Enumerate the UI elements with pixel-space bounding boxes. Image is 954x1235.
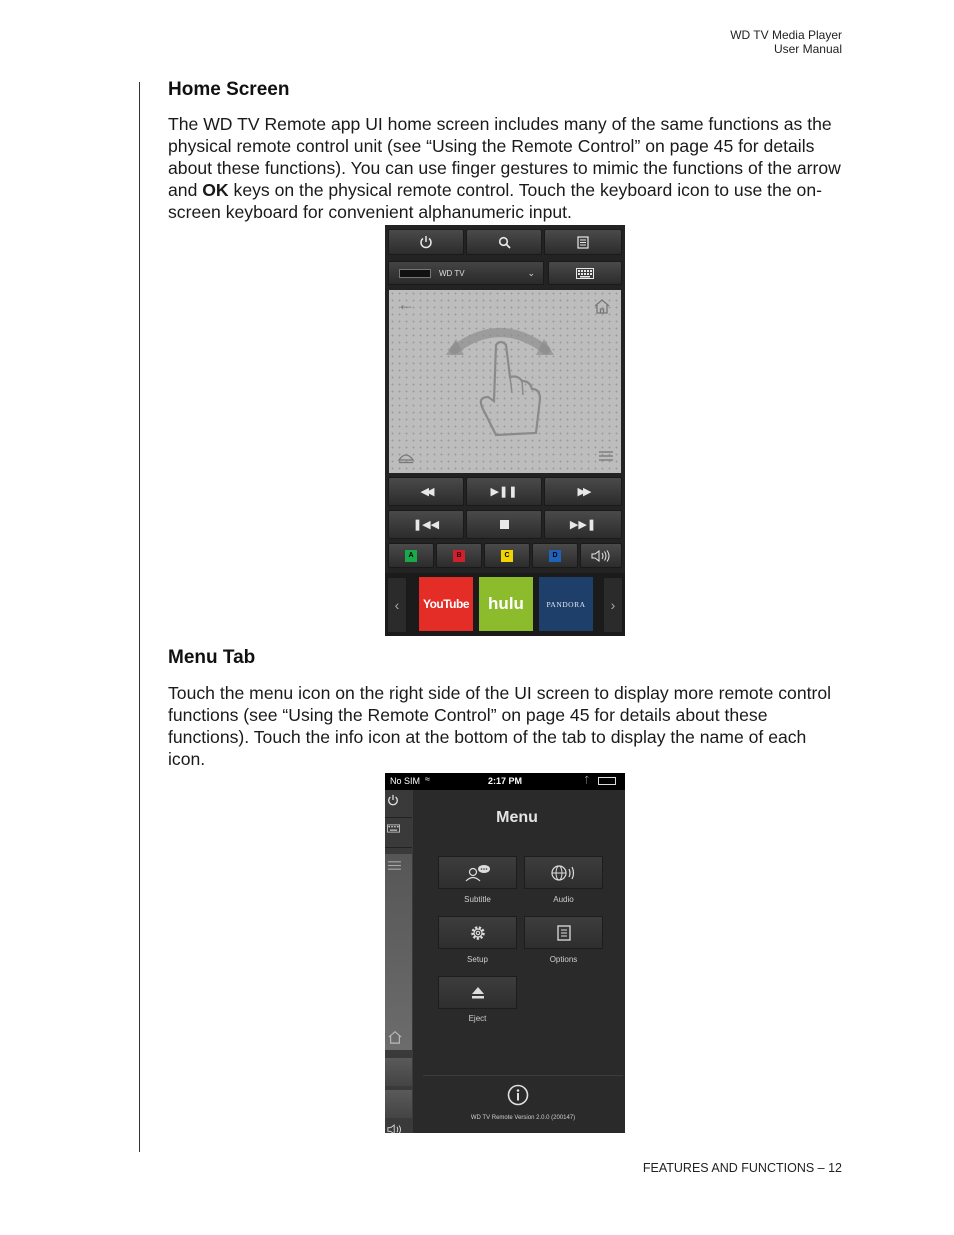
running-header [730, 28, 842, 56]
keyboard-icon [387, 824, 400, 833]
home-icon[interactable] [593, 298, 611, 314]
color-button-b[interactable] [436, 543, 482, 568]
ok-key-label: OK [202, 180, 229, 200]
side-touchpad[interactable] [385, 854, 412, 1050]
tv-icon [399, 269, 431, 278]
version-label: WD TV Remote Version 2.0.0 (200147) [470, 1115, 576, 1121]
speaker-icon [591, 550, 611, 562]
color-key-a: A [405, 550, 417, 562]
color-button-c[interactable] [484, 543, 530, 568]
wifi-icon: ≈ [425, 774, 430, 784]
menu-divider [423, 1075, 623, 1076]
battery-icon [598, 777, 616, 785]
device-name: WD TV [439, 268, 465, 278]
rewind-icon: ◀◀ [420, 486, 432, 498]
hulu-logo: hulu [488, 594, 524, 613]
clock-label: 2:17 PM [488, 776, 523, 786]
color-button-d[interactable] [532, 543, 578, 568]
speaker-icon [387, 1124, 405, 1133]
pandora-logo: PANDORA [546, 599, 586, 609]
color-button-a[interactable] [388, 543, 434, 568]
play-pause-icon: ▶❚❚ [490, 486, 518, 498]
subtitle-button[interactable] [438, 856, 517, 889]
chevron-left-icon: ‹ [394, 597, 400, 613]
side-keyboard-button[interactable] [385, 824, 412, 848]
subtitle-icon [465, 864, 491, 882]
options-label: Options [549, 955, 578, 964]
bluetooth-icon: ᛏ [584, 775, 590, 785]
eject-icon [471, 986, 485, 999]
info-icon[interactable] [507, 1084, 529, 1106]
home-icon[interactable] [387, 1030, 403, 1044]
chevron-right-icon: › [610, 597, 616, 613]
power-icon [419, 235, 433, 249]
menu-icon[interactable] [388, 860, 401, 871]
pandora-tile[interactable] [539, 577, 593, 631]
menu-tab-screenshot [385, 773, 625, 1133]
collapsed-remote-strip [385, 790, 413, 1133]
color-key-b: B [453, 550, 465, 562]
keyboard-button[interactable] [548, 261, 622, 285]
heading-home-screen: Home Screen [168, 79, 290, 100]
menu-title: Menu [496, 809, 538, 826]
power-icon [387, 794, 399, 806]
device-selector[interactable] [388, 261, 544, 285]
side-transport-button-2[interactable] [385, 1090, 412, 1118]
setup-button[interactable] [438, 916, 517, 949]
eject-outline-icon[interactable] [397, 448, 415, 464]
hulu-tile[interactable] [479, 577, 533, 631]
youtube-logo: YouTube [422, 597, 470, 611]
rewind-button[interactable] [388, 477, 464, 506]
subtitle-label: Subtitle [464, 895, 491, 904]
options-icon [577, 236, 589, 249]
color-key-c: C [501, 550, 513, 562]
next-button[interactable] [544, 510, 622, 539]
next-icon: ▶▶❚ [569, 519, 597, 531]
swipe-gesture-icon [444, 315, 556, 445]
audio-button[interactable] [524, 856, 603, 889]
gear-icon [469, 924, 487, 942]
stop-icon [500, 520, 509, 529]
search-button[interactable] [466, 229, 542, 255]
carousel-prev-button[interactable] [387, 577, 407, 633]
margin-rule [139, 82, 140, 1152]
audio-icon [550, 864, 578, 882]
eject-label: Eject [468, 1014, 487, 1023]
header-doc-type: User Manual [773, 42, 842, 56]
phone-status-bar [385, 773, 625, 790]
remote-home-screenshot [385, 225, 625, 636]
gesture-touchpad[interactable] [389, 290, 621, 473]
options-button[interactable] [524, 916, 603, 949]
side-transport-button-1[interactable] [385, 1058, 412, 1086]
paragraph-menu-tab: Touch the menu icon on the right side of the UI screen to display more remote control functions (see “Using the Remote Control” on page 45 for details about these functions). Touch the info icon at the bottom of the tab to display the name of each icon. [168, 683, 832, 769]
page-footer: FEATURES AND FUNCTIONS – 12 [642, 1161, 842, 1175]
stop-button[interactable] [466, 510, 542, 539]
previous-button[interactable] [388, 510, 464, 539]
side-volume-button[interactable] [385, 1124, 412, 1133]
back-arrow-icon[interactable]: ← [397, 294, 415, 314]
fast-forward-button[interactable] [544, 477, 622, 506]
color-key-d: D [549, 550, 561, 562]
paragraph-home-screen: The WD TV Remote app UI home screen includes many of the same functions as the physical remote control unit (see “Using the Remote Control” on page 45 for details about these functions). You can use finger gestures to mimic the functions of the arrow and OK keys on the physical remote control. Touch the keyboard icon to use the on-screen keyboard for convenient alphanumeric input. [168, 114, 841, 222]
heading-menu-tab: Menu Tab [168, 647, 256, 668]
menu-icon[interactable] [599, 450, 613, 462]
search-icon [498, 236, 511, 249]
power-button[interactable] [388, 229, 464, 255]
audio-label: Audio [553, 895, 574, 904]
keyboard-icon [576, 268, 594, 279]
carousel-next-button[interactable] [603, 577, 623, 633]
footer-section: FEATURES AND FUNCTIONS [642, 1161, 815, 1175]
volume-button[interactable] [580, 543, 622, 568]
side-power-button[interactable] [385, 794, 412, 818]
play-pause-button[interactable] [466, 477, 542, 506]
setup-label: Setup [467, 955, 488, 964]
options-icon [557, 925, 571, 941]
fast-forward-icon: ▶▶ [577, 486, 589, 498]
page-number: 12 [828, 1161, 842, 1175]
header-product: WD TV Media Player [730, 28, 842, 42]
chevron-down-icon: ⌄ [527, 267, 535, 278]
previous-icon: ❚◀◀ [412, 519, 440, 531]
youtube-tile[interactable] [419, 577, 473, 631]
carrier-label: No SIM [390, 776, 421, 786]
eject-button[interactable] [438, 976, 517, 1009]
options-button[interactable] [544, 229, 622, 255]
